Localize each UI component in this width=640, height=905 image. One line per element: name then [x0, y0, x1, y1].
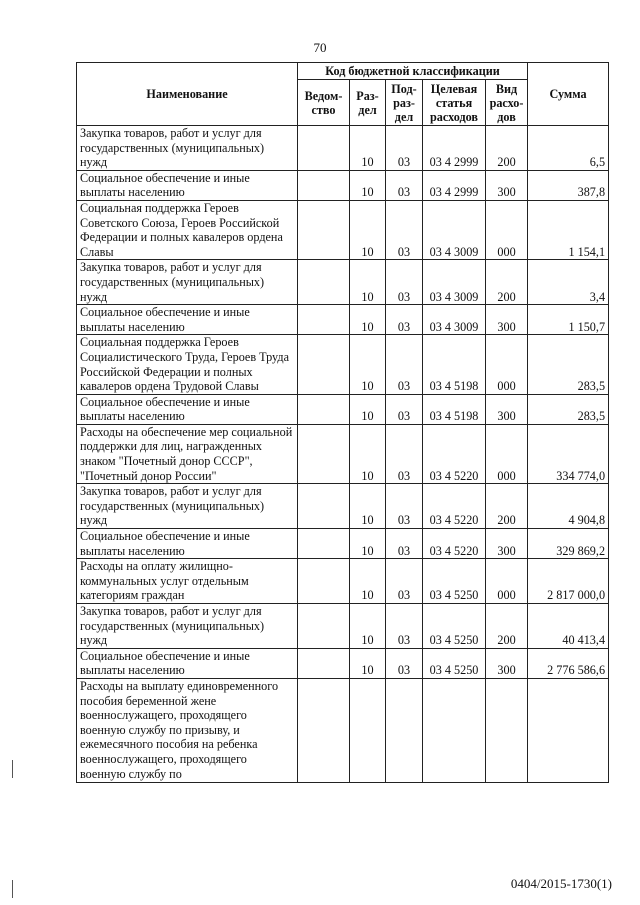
row-section: 10 [350, 604, 386, 649]
row-target: 03 4 3009 [423, 200, 486, 259]
row-name: Закупка товаров, работ и услуг для государственных (муниципальных) нужд [77, 260, 298, 305]
row-sum: 283,5 [528, 394, 609, 424]
row-target: 03 4 5220 [423, 529, 486, 559]
row-section: 10 [350, 200, 386, 259]
row-subsection: 03 [386, 559, 423, 604]
row-subsection: 03 [386, 200, 423, 259]
header-budget-classification: Код бюджетной классификации [298, 63, 528, 80]
table-row [77, 604, 609, 649]
row-name: Социальное обеспечение и иные выплаты населению [77, 648, 298, 678]
row-dept [298, 260, 350, 305]
row-sum: 6,5 [528, 126, 609, 171]
header-sum: Сумма [528, 63, 609, 126]
row-subsection: 03 [386, 335, 423, 394]
row-section: 10 [350, 648, 386, 678]
table-row [77, 200, 609, 259]
row-dept [298, 335, 350, 394]
row-subsection: 03 [386, 529, 423, 559]
row-subsection: 03 [386, 648, 423, 678]
table-row [77, 260, 609, 305]
table-row [77, 648, 609, 678]
row-type: 000 [486, 559, 528, 604]
row-name: Социальная поддержка Героев Советского Союза, Героев Российской Федерации и полных кавалеров ордена Славы [77, 200, 298, 259]
row-target: 03 4 5198 [423, 335, 486, 394]
row-name: Социальная поддержка Героев Социалистического Труда, Героев Труда Российской Федерации и полных кавалеров ордена Трудовой Славы [77, 335, 298, 394]
row-section: 10 [350, 484, 386, 529]
row-section: 10 [350, 394, 386, 424]
row-name: Социальное обеспечение и иные выплаты населению [77, 305, 298, 335]
row-dept [298, 170, 350, 200]
table-row [77, 305, 609, 335]
row-dept [298, 305, 350, 335]
table-row [77, 559, 609, 604]
row-type: 300 [486, 305, 528, 335]
margin-mark [12, 880, 13, 898]
row-dept [298, 484, 350, 529]
row-dept [298, 424, 350, 483]
header-name: Наименование [77, 63, 298, 126]
table-row [77, 126, 609, 171]
row-target: 03 4 5250 [423, 604, 486, 649]
row-dept [298, 559, 350, 604]
table-row [77, 394, 609, 424]
document-number: 0404/2015-1730(1) [510, 876, 612, 891]
row-subsection: 03 [386, 170, 423, 200]
row-type: 000 [486, 200, 528, 259]
row-sum: 329 869,2 [528, 529, 609, 559]
row-target: 03 4 5220 [423, 484, 486, 529]
row-sum: 283,5 [528, 335, 609, 394]
table-row [77, 424, 609, 483]
row-subsection: 03 [386, 424, 423, 483]
table-row [77, 335, 609, 394]
row-section: 10 [350, 170, 386, 200]
row-subsection: 03 [386, 305, 423, 335]
row-subsection: 03 [386, 484, 423, 529]
header-section: Раз- дел [350, 80, 386, 126]
row-subsection: 03 [386, 394, 423, 424]
row-dept [298, 529, 350, 559]
row-type: 300 [486, 648, 528, 678]
table-row [77, 678, 609, 782]
table-row [77, 170, 609, 200]
budget-table [76, 62, 609, 783]
row-sum: 1 154,1 [528, 200, 609, 259]
row-target: 03 4 5250 [423, 648, 486, 678]
row-target [423, 678, 486, 782]
row-subsection: 03 [386, 260, 423, 305]
table-row [77, 484, 609, 529]
row-dept [298, 678, 350, 782]
row-name: Закупка товаров, работ и услуг для государственных (муниципальных) нужд [77, 484, 298, 529]
row-type: 000 [486, 335, 528, 394]
row-sum: 3,4 [528, 260, 609, 305]
row-section: 10 [350, 335, 386, 394]
header-subsection: Под- раз- дел [386, 80, 423, 126]
row-target: 03 4 5198 [423, 394, 486, 424]
row-name: Социальное обеспечение и иные выплаты населению [77, 170, 298, 200]
row-type [486, 678, 528, 782]
row-name: Закупка товаров, работ и услуг для государственных (муниципальных) нужд [77, 604, 298, 649]
row-section: 10 [350, 529, 386, 559]
row-name: Расходы на оплату жилищно-коммунальных услуг отдельным категориям граждан [77, 559, 298, 604]
row-type: 300 [486, 170, 528, 200]
row-type: 200 [486, 126, 528, 171]
row-type: 200 [486, 484, 528, 529]
row-sum: 387,8 [528, 170, 609, 200]
row-sum: 2 776 586,6 [528, 648, 609, 678]
row-sum: 40 413,4 [528, 604, 609, 649]
row-dept [298, 394, 350, 424]
row-type: 300 [486, 529, 528, 559]
row-type: 300 [486, 394, 528, 424]
row-target: 03 4 3009 [423, 260, 486, 305]
row-subsection: 03 [386, 126, 423, 171]
row-subsection [386, 678, 423, 782]
row-section: 10 [350, 305, 386, 335]
row-section: 10 [350, 126, 386, 171]
row-target: 03 4 5250 [423, 559, 486, 604]
row-target: 03 4 2999 [423, 126, 486, 171]
row-type: 200 [486, 260, 528, 305]
row-dept [298, 200, 350, 259]
header-dept: Ведом- ство [298, 80, 350, 126]
table-row [77, 529, 609, 559]
row-subsection: 03 [386, 604, 423, 649]
page-number: 70 [313, 40, 327, 55]
row-sum: 2 817 000,0 [528, 559, 609, 604]
header-target: Целевая статья расходов [423, 80, 486, 126]
row-name: Закупка товаров, работ и услуг для государственных (муниципальных) нужд [77, 126, 298, 171]
row-target: 03 4 3009 [423, 305, 486, 335]
row-section: 10 [350, 559, 386, 604]
header-type: Вид расхо- дов [486, 80, 528, 126]
row-target: 03 4 5220 [423, 424, 486, 483]
margin-mark [12, 760, 13, 778]
row-section: 10 [350, 424, 386, 483]
row-sum [528, 678, 609, 782]
row-dept [298, 604, 350, 649]
row-dept [298, 648, 350, 678]
row-section [350, 678, 386, 782]
row-sum: 1 150,7 [528, 305, 609, 335]
row-target: 03 4 2999 [423, 170, 486, 200]
row-dept [298, 126, 350, 171]
row-type: 200 [486, 604, 528, 649]
row-section: 10 [350, 260, 386, 305]
row-sum: 334 774,0 [528, 424, 609, 483]
row-name: Расходы на обеспечение мер социальной поддержки для лиц, награжденных знаком "Почетный донор СССР", "Почетный донор России" [77, 424, 298, 483]
row-sum: 4 904,8 [528, 484, 609, 529]
row-type: 000 [486, 424, 528, 483]
row-name: Социальное обеспечение и иные выплаты населению [77, 394, 298, 424]
row-name: Расходы на выплату единовременного пособия беременной жене военнослужащего, проходящего военную службу по призыву, и ежемесячного пособия на ребенка военнослужащего, проходящего военную службу по [77, 678, 298, 782]
row-name: Социальное обеспечение и иные выплаты населению [77, 529, 298, 559]
